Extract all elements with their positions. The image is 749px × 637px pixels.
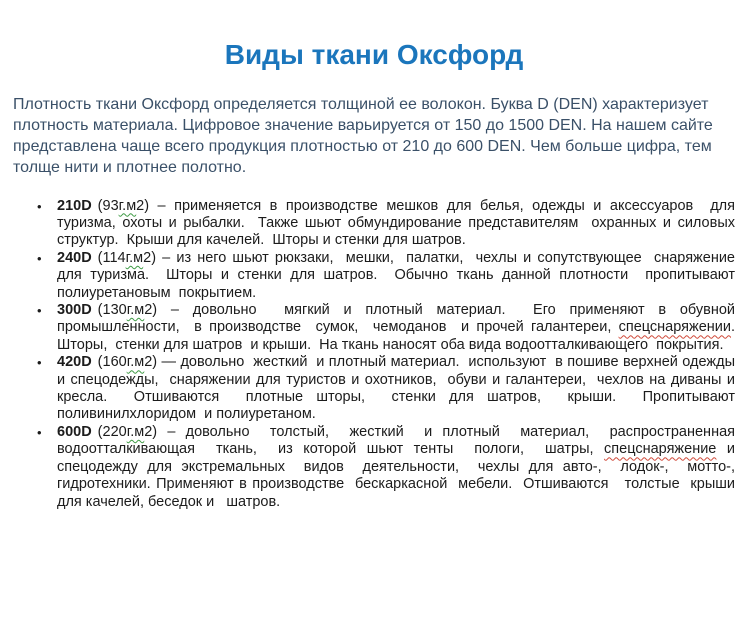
misspelled-text-segment: г.м [126, 423, 145, 440]
bullet-icon: • [37, 198, 42, 214]
density-label: 240D [57, 249, 92, 266]
page-title: Виды ткани Оксфорд [224, 39, 524, 70]
intro-paragraph: Плотность ткани Оксфорд определяется толщиной ее волокон. Буква D (DEN) характеризует плотность материала. Цифровое значение варьируется от 150 до 1500 DEN. На нашем сайте представлена чаще всего продукция плотностью от 210 до 600 DEN. Чем больше цифра, тем толще нити и плотнее полотно. [13, 95, 713, 176]
list-item [13, 249, 744, 302]
density-label: 300D [57, 302, 92, 319]
misspelled-text-segment: г.м [126, 354, 145, 371]
list-item [13, 197, 740, 250]
bullet-icon: • [37, 303, 42, 319]
bullet-icon: • [37, 250, 42, 266]
text-segment: 2) – довольно толстый, жесткий и плотный материал, распространенная водоотталкивающая ткань, из которой шьют тенты пологи, шатры, [57, 423, 740, 458]
text-segment: и спецодежду для экстремальных видов деятельности, чехлы для авто-, лодок-, мотто-, гидротехники. Применяют в производстве бескаркасной мебели. Отшиваются толстые крыши для качелей, беседок и шатров. [57, 441, 744, 510]
density-label: 420D [57, 354, 92, 371]
bullet-icon: • [37, 355, 42, 371]
text-segment: 2) – довольно мягкий и плотный материал. Его применяют в обувной промышленности, в производстве сумок, чемоданов и прочей галантереи, [57, 302, 740, 336]
misspelled-text-segment: г.м [126, 302, 145, 319]
text-segment: (130 [97, 302, 127, 319]
misspelled-text-segment: г.м [118, 197, 137, 214]
text-segment: 2) – применяется в производстве мешков для белья, одежды и аксессуаров для туризма, охоты и рыбалки. Также шьют обмундирование представителям охранных и силовых структур. Крыши для качелей. Шторы и стенки для шатров. [57, 197, 740, 249]
text-segment: (220 [97, 423, 127, 440]
text-segment: 2) – из него шьют рюкзаки, мешки, палатки, чехлы и сопутствующее снаряжение для туризма. Шторы и стенки для шатров. Обычно ткань данной плотности пропитывают полиуретановым покрытием. [57, 249, 744, 301]
list-item [13, 302, 740, 354]
list-item [13, 354, 740, 424]
misspelled-text-segment: спецснаряжении [618, 319, 731, 336]
misspelled-text-segment: спецснаряжение [604, 441, 717, 458]
density-label: 210D [57, 197, 92, 214]
text-segment: . Шторы, стенки для шатров и крыши. На ткань наносят оба вида водоотталкивающего покрытия. [57, 319, 740, 353]
text-segment: 2) — довольно жесткий и плотный материал. используют в пошиве верхней одежды и спецодежды, снаряжении для туристов и охотников, обуви и галантереи, чехлов на диваны и кресла. Отшиваются плотные шторы, стенки для шатров, крыши. Пропитывают поливинилхлоридом и полиуретаном. [57, 354, 740, 423]
bullet-icon: • [37, 424, 42, 440]
text-segment: (93 [97, 197, 119, 214]
density-label: 600D [57, 423, 92, 440]
text-segment: (114 [97, 249, 126, 266]
fabric-list [13, 197, 744, 511]
misspelled-text-segment: г.м [125, 249, 144, 266]
text-segment: (160 [97, 354, 127, 371]
list-item [13, 423, 744, 511]
